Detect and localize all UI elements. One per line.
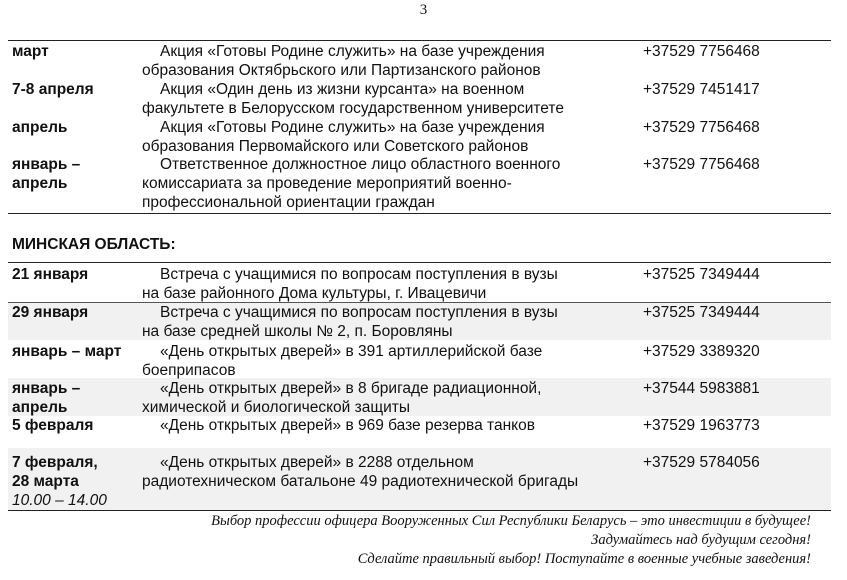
contact-phone: +37529 5784056 [643, 454, 760, 471]
contact-phone: +37529 1963773 [643, 417, 760, 434]
event-date: январь – апрель [12, 380, 81, 416]
contact-phone: +37529 7451417 [643, 81, 760, 98]
event-description: «День открытых дверей» в 969 базе резерва танков [160, 417, 535, 434]
event-description: Встреча с учащимися по вопросам поступления в вузы на базе районного Дома культуры, г. Ивацевичи [142, 266, 558, 302]
contact-phone: +37525 7349444 [643, 266, 760, 283]
event-time: 10.00 – 14.00 [12, 492, 107, 509]
contact-phone: +37544 5983881 [643, 380, 760, 397]
table-top-rule [8, 40, 831, 41]
event-description: «День открытых дверей» в 8 бригаде радиационной, химической и биологической защиты [142, 380, 542, 416]
table-bottom-rule [8, 213, 831, 214]
event-date: 29 января [12, 304, 89, 321]
contact-phone: +37529 3389320 [643, 343, 760, 360]
event-description: Акция «Один день из жизни курсанта» на военном факультете в Белорусском государственном университете [142, 81, 564, 117]
event-description: «День открытых дверей» в 2288 отдельном радиотехническом батальоне 49 радиотехнической бригады [142, 454, 579, 490]
event-date: 5 февраля [12, 417, 94, 434]
table-bottom-rule [8, 510, 831, 511]
event-description: Ответственное должностное лицо областного военного комиссариата за проведение мероприятий военно- профессиональной ориентации граждан [142, 156, 561, 211]
contact-phone: +37529 7756468 [643, 156, 760, 173]
event-date: 7 февраля, 28 марта 10.00 – 14.00 [12, 453, 142, 510]
event-description: Встреча с учащимися по вопросам поступления в вузы на базе средней школы № 2, п. Боровляны [142, 304, 558, 340]
event-date: январь – март [12, 343, 122, 360]
footer-slogan: Выбор профессии офицера Вооруженных Сил Республики Беларусь – это инвестиции в будущее! [211, 513, 811, 529]
footer-slogan: Сделайте правильный выбор! Поступайте в военные учебные заведения! [357, 551, 811, 567]
contact-phone: +37525 7349444 [643, 304, 760, 321]
event-description: Акция «Готовы Родине служить» на базе учреждения образования Первомайского или Советского районов [142, 119, 545, 155]
contact-phone: +37529 7756468 [643, 43, 760, 60]
event-date: март [12, 43, 49, 60]
event-description: Акция «Готовы Родине служить» на базе учреждения образования Октябрьского или Партизанского районов [142, 43, 545, 79]
event-date: 21 января [12, 266, 89, 283]
region-title: МИНСКАЯ ОБЛАСТЬ: [12, 236, 176, 253]
event-date: январь – апрель [12, 156, 81, 192]
event-description: «День открытых дверей» в 391 артиллерийской базе боеприпасов [142, 343, 543, 379]
contact-phone: +37529 7756468 [643, 119, 760, 136]
event-date: апрель [12, 119, 68, 136]
event-date: 7-8 апреля [12, 81, 94, 98]
footer-slogan: Задумайтесь над будущим сегодня! [591, 532, 811, 548]
table-top-rule [8, 262, 831, 263]
page-number: 3 [419, 2, 428, 18]
